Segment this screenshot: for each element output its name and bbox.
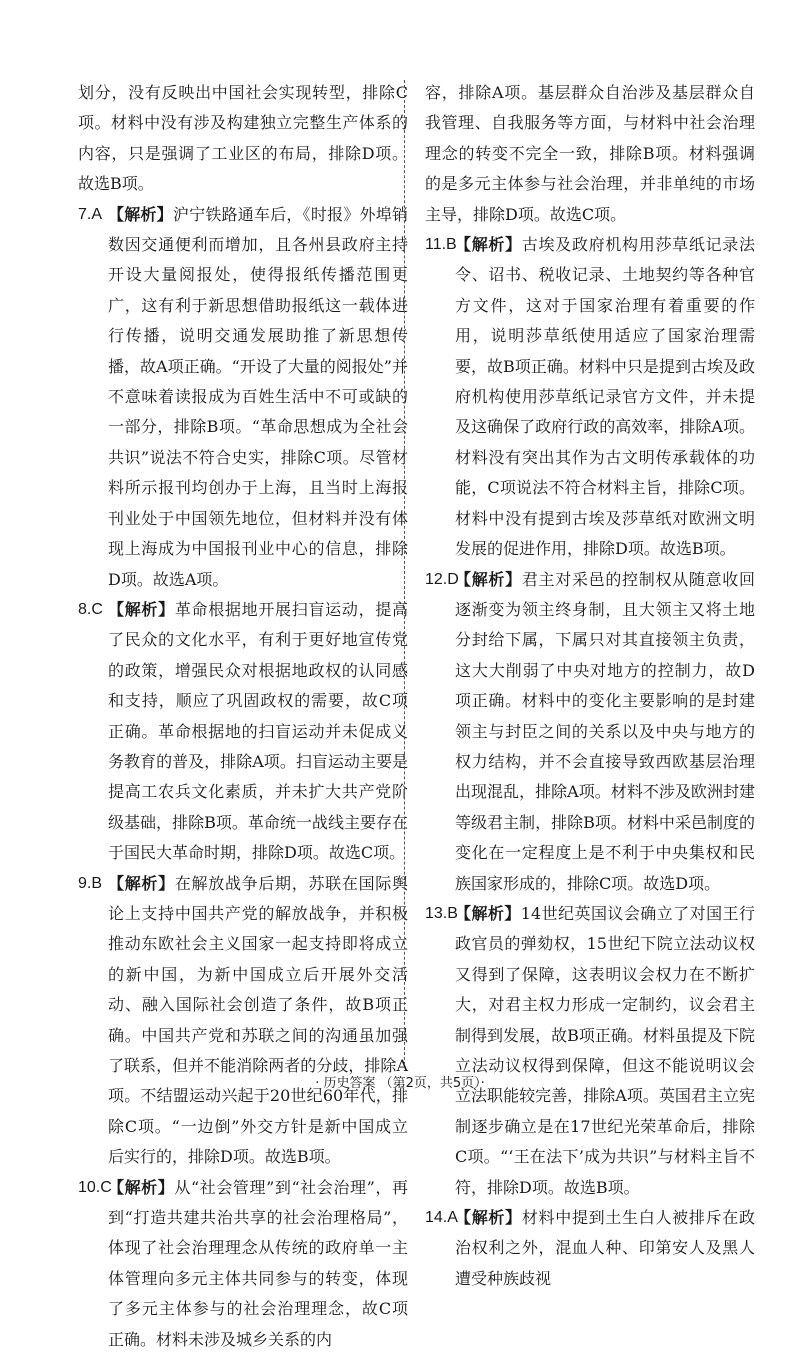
answer-text: 革命根据地开展扫盲运动，提高了民众的文化水平，有利于更好地宣传党的政策，增强民众对根据地政权的认同感和支持，顺应了巩固政权的需要，故C项正确。革命根据地的扫盲运动并未促成义务教育的普及，排除A项。扫盲运动主要是提高工农兵文化素质，并未扩大共产党阶级基础，排除B项。革命统一战线主要存在于国民大革命时期，排除D项。故选C项。 bbox=[108, 599, 408, 863]
answer-item-8 bbox=[78, 595, 408, 869]
answer-item-12 bbox=[425, 565, 755, 899]
answer-text: 在解放战争后期，苏联在国际舆论上支持中国共产党的解放战争，并积极推动东欧社会主义国家一起支持即将成立的新中国，为新中国成立后开展外交活动、融入国际社会创造了条件，故B项正确。中国共产党和苏联之间的沟通虽加强了联系，但并不能消除两者的分歧，排除A项。不结盟运动兴起于20世纪60年代，排除C项。“一边倒”外交方针是新中国成立后实行的，排除D项。故选B项。 bbox=[108, 873, 408, 1167]
answer-text: 君主对采邑的控制权从随意收回逐渐变为领主终身制，且大领主又将土地分封给下属，下属只对其直接领主负责，这大大削弱了中央对地方的控制力，故D项正确。材料中的变化主要影响的是封建领主与封臣之间的关系以及中央与地方的权力结构，并不会直接导致西欧基层治理出现混乱，排除A项。材料不涉及欧洲封建等级君主制，排除B项。材料中采邑制度的变化在一定程度上是不利于中央集权和民族国家形成的，排除C项。故选D项。 bbox=[455, 569, 755, 893]
analysis-tag: 【解析】 bbox=[455, 903, 521, 923]
answer-text: 古埃及政府机构用莎草纸记录法令、诏书、税收记录、土地契约等各种官方文件，这对于国家治理有着重要的作用，说明莎草纸使用适应了国家治理需要，故B项正确。材料中只是提到古埃及政府机构使用莎草纸记录官方文件，并未提及这确保了政府行政的高效率，排除A项。材料没有突出其作为古文明传承载体的功能，C项说法不符合材料主旨，排除C项。材料中没有提到古埃及莎草纸对欧洲文明发展的促进作用，排除D项。故选B项。 bbox=[455, 235, 755, 559]
answer-number: 13.B bbox=[425, 904, 458, 922]
analysis-tag: 【解析】 bbox=[108, 599, 175, 619]
answer-item-10 bbox=[78, 1173, 408, 1355]
page-footer: · 历史答案 （第2页，共5页）· bbox=[315, 1076, 485, 1091]
answer-item-13 bbox=[425, 899, 755, 1203]
left-column bbox=[78, 78, 408, 1355]
answer-text: 材料中提到土生白人被排斥在政治权利之外，混血人种、印第安人及黑人遭受种族歧视 bbox=[455, 1208, 755, 1288]
answer-item-9 bbox=[78, 869, 408, 1173]
answer-item-7 bbox=[78, 200, 408, 595]
analysis-tag: 【解析】 bbox=[455, 569, 522, 589]
answer-number: 9.B bbox=[78, 874, 103, 892]
left-continuation: 划分，没有反映出中国社会实现转型，排除C项。材料中没有涉及构建独立完整生产体系的内容，只是强调了工业区的布局，排除D项。故选B项。 bbox=[78, 83, 408, 194]
right-continuation: 容，排除A项。基层群众自治涉及基层群众自我管理、自我服务等方面，与材料中社会治理理念的转变不完全一致，排除B项。材料强调的是多元主体参与社会治理，并非单纯的市场主导，排除D项。故选C项。 bbox=[425, 83, 755, 224]
analysis-tag: 【解析】 bbox=[108, 1177, 175, 1197]
answer-number: 7.A bbox=[78, 205, 103, 223]
answer-text: 从“社会管理”到“社会治理”，再到“打造共建共治共享的社会治理格局”，体现了社会治理理念从传统的政府单一主体管理向多元主体共同参与的转变，体现了多元主体参与的社会治理理念，故C项正确。材料未涉及城乡关系的内 bbox=[108, 1177, 408, 1349]
analysis-tag: 【解析】 bbox=[455, 235, 522, 255]
answer-number: 12.D bbox=[425, 570, 459, 588]
answer-number: 11.B bbox=[425, 236, 457, 254]
analysis-tag: 【解析】 bbox=[108, 204, 173, 224]
answer-number: 8.C bbox=[78, 600, 103, 618]
answer-item-11 bbox=[425, 230, 755, 564]
column-divider bbox=[404, 80, 405, 1065]
analysis-tag: 【解析】 bbox=[455, 1208, 522, 1228]
answer-item-14 bbox=[425, 1203, 755, 1294]
answer-text: 沪宁铁路通车后，《时报》外埠销数因交通便利而增加，且各州县政府主持开设大量阅报处，使得报纸传播范围更广，这有利于新思想借助报纸这一载体进行传播，说明交通发展助推了新思想传播，故A项正确。“开设了大量的阅报处”并不意味着读报成为百姓生活中不可或缺的一部分，排除B项。“革命思想成为全社会共识”说法不符合史实，排除C项。尽管材料所示报刊均创办于上海，且当时上海报刊业处于中国领先地位，但材料并没有体现上海成为中国报刊业中心的信息，排除D项。故选A项。 bbox=[108, 204, 408, 589]
answer-number: 14.A bbox=[425, 1209, 458, 1227]
answer-number: 10.C bbox=[78, 1178, 112, 1196]
answer-text: 14世纪英国议会确立了对国王行政官员的弹劾权，15世纪下院立法动议权又得到了保障，这表明议会权力在不断扩大，对君主权力形成一定制约，议会君主制得到发展，故B项正确。材料虽提及下院立法动议权得到保障，但这不能说明议会立法职能较完善，排除A项。英国君主立宪制逐步确立是在17世纪光荣革命后，排除C项。“‘王在法下’成为共识”与材料主旨不符，排除D项。故选B项。 bbox=[455, 903, 755, 1197]
analysis-tag: 【解析】 bbox=[108, 873, 175, 893]
right-column bbox=[425, 78, 755, 1294]
